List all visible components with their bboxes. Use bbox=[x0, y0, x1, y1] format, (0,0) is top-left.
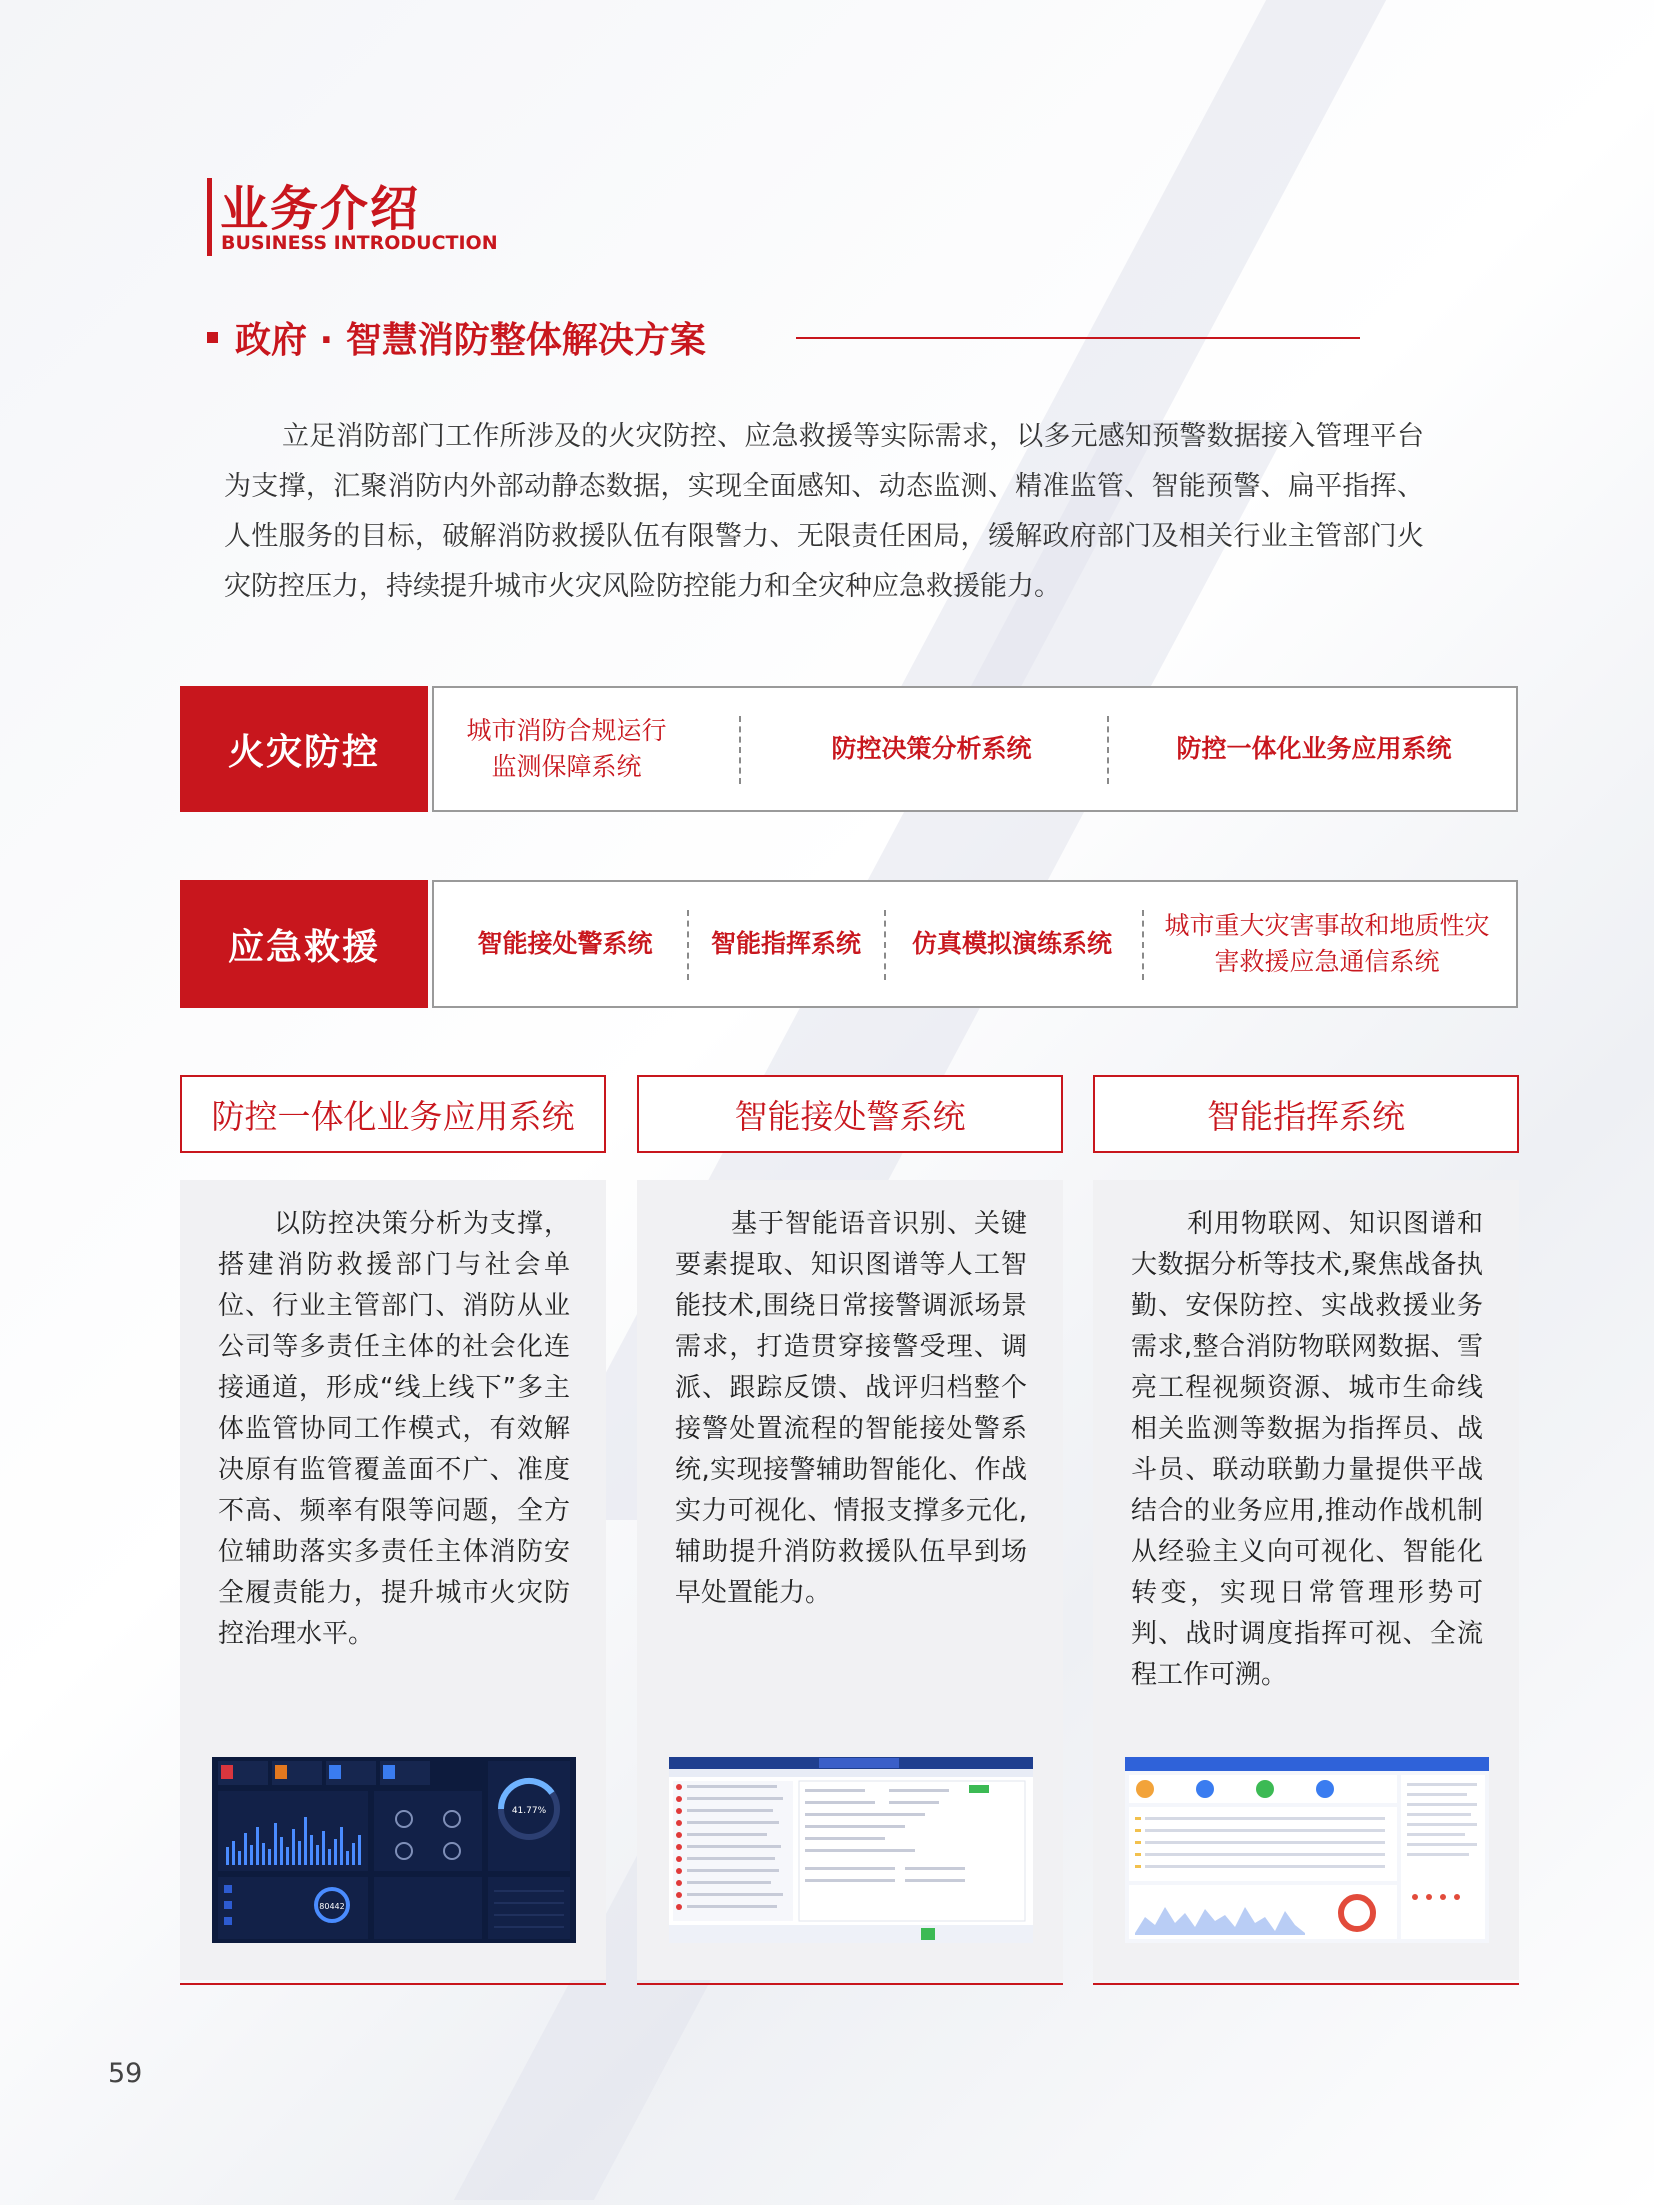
section-divider bbox=[796, 337, 1360, 339]
card-title: 防控一体化业务应用系统 bbox=[180, 1075, 606, 1153]
page-subtitle: BUSINESS INTRODUCTION bbox=[221, 232, 498, 254]
card-bottom-line bbox=[1093, 1983, 1519, 1985]
dashed-separator bbox=[1107, 716, 1109, 784]
card-text: 利用物联网、知识图谱和大数据分析等技术,聚焦战备执勤、安保防控、实战救援业务需求,整合消防物联网数据、雪亮工程视频资源、城市生命线相关监测等数据为指挥员、战斗员、联动联勤力量提供平战结合的业务应用,推动作战机制从经验主义向可视化、智能化转变，实现日常管理形势可判、战时调度指挥可视、全流程工作可溯。 bbox=[1131, 1209, 1483, 1690]
card-body bbox=[180, 1180, 606, 1980]
dashed-separator bbox=[687, 910, 689, 980]
card-body bbox=[637, 1180, 1063, 1980]
gauge-value: 41.77% bbox=[511, 1806, 547, 1816]
category-item: 防控决策分析系统 bbox=[831, 734, 1032, 763]
category-label-fire-prevention: 火灾防控 bbox=[180, 686, 428, 812]
dispatch-screenshot bbox=[669, 1757, 1033, 1943]
category-box-fire-prevention bbox=[432, 686, 1518, 812]
category-item: 防控一体化业务应用系统 bbox=[1176, 734, 1452, 763]
dashed-separator bbox=[884, 910, 886, 980]
card-text: 基于智能语音识别、关键要素提取、知识图谱等人工智能技术,围绕日常接警调派场景需求，打造贯穿接警受理、调派、跟踪反馈、战评归档整个接警处置流程的智能接处警系统,实现接警辅助智能化、作战实力可视化、情报支撑多元化,辅助提升消防救援队伍早到场早处置能力。 bbox=[675, 1209, 1027, 1608]
card-title: 智能指挥系统 bbox=[1093, 1075, 1519, 1153]
dashboard-screenshot bbox=[212, 1757, 576, 1943]
card-title: 智能接处警系统 bbox=[637, 1075, 1063, 1153]
category-box-emergency-rescue bbox=[432, 880, 1518, 1008]
card-body bbox=[1093, 1180, 1519, 1980]
section-bullet-icon bbox=[207, 332, 218, 343]
category-item: 城市消防合规运行监测保障系统 bbox=[466, 716, 667, 781]
category-item: 城市重大灾害事故和地质性灾害救援应急通信系统 bbox=[1164, 911, 1490, 976]
count-value: 80442 bbox=[319, 1902, 345, 1911]
category-item: 智能接处警系统 bbox=[477, 929, 653, 958]
intro-paragraph: 立足消防部门工作所涉及的火灾防控、应急救援等实际需求，以多元感知预警数据接入管理平台为支撑，汇聚消防内外部动静态数据，实现全面感知、动态监测、精准监管、智能预警、扁平指挥、人性服务的目标，破解消防救援队伍有限警力、无限责任困局，缓解政府部门及相关行业主管部门火灾防控压力，持续提升城市火灾风险防控能力和全灾种应急救援能力。 bbox=[224, 421, 1424, 602]
category-item: 仿真模拟演练系统 bbox=[911, 929, 1112, 958]
section-title: 政府 · 智慧消防整体解决方案 bbox=[235, 320, 706, 361]
command-screenshot bbox=[1125, 1757, 1489, 1943]
card-text: 以防控决策分析为支撑，搭建消防救援部门与社会单位、行业主管部门、消防从业公司等多责任主体的社会化连接通道，形成“线上线下”多主体监管协同工作模式，有效解决原有监管覆盖面不广、准度不高、频率有限等问题，全方位辅助落实多责任主体消防安全履责能力，提升城市火灾防控治理水平。 bbox=[218, 1209, 570, 1649]
card-bottom-line bbox=[637, 1983, 1063, 1985]
category-item: 智能指挥系统 bbox=[710, 929, 861, 958]
card-bottom-line bbox=[180, 1983, 606, 1985]
page-number: 59 bbox=[108, 2058, 143, 2089]
category-label-emergency-rescue: 应急救援 bbox=[180, 880, 428, 1008]
dashed-separator bbox=[739, 716, 741, 784]
page-title: 业务介绍 bbox=[220, 181, 421, 237]
dashed-separator bbox=[1142, 910, 1144, 980]
header-accent-bar bbox=[207, 178, 212, 256]
